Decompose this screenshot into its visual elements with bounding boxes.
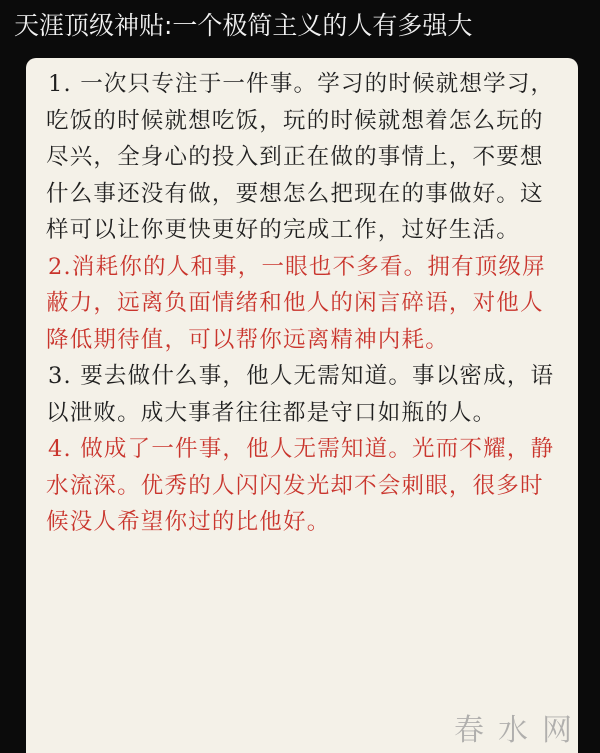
paragraph-3: 3. 要去做什么事，他人无需知道。事以密成，语以泄败。成大事者往往都是守口如瓶的人。 <box>46 363 555 426</box>
paragraph-2: 2.消耗你的人和事，一眼也不多看。拥有顶级屏蔽力，远离负面情绪和他人的闲言碎语，对他人降低期待值，可以帮你远离精神内耗。 <box>46 253 546 353</box>
watermark-logo: 春水网 <box>454 713 586 748</box>
content-card <box>26 58 578 753</box>
page-title: 天涯顶级神贴:一个极简主义的人有多强大 <box>14 11 473 40</box>
paragraph-4: 4. 做成了一件事，他人无需知道。光而不耀，静水流深。优秀的人闪闪发光却不会刺眼，很多时候没人希望你过的比他好。 <box>46 436 555 535</box>
article-text <box>46 66 566 541</box>
paragraph-1: 1. 一次只专注于一件事。学习的时候就想学习，吃饭的时候就想吃饭，玩的时候就想着怎么玩的尽兴，全身心的投入到正在做的事情上，不要想什么事还没有做，要想怎么把现在的事做好。这样可以让你更快更好的完成工作，过好生活。 <box>46 71 555 243</box>
